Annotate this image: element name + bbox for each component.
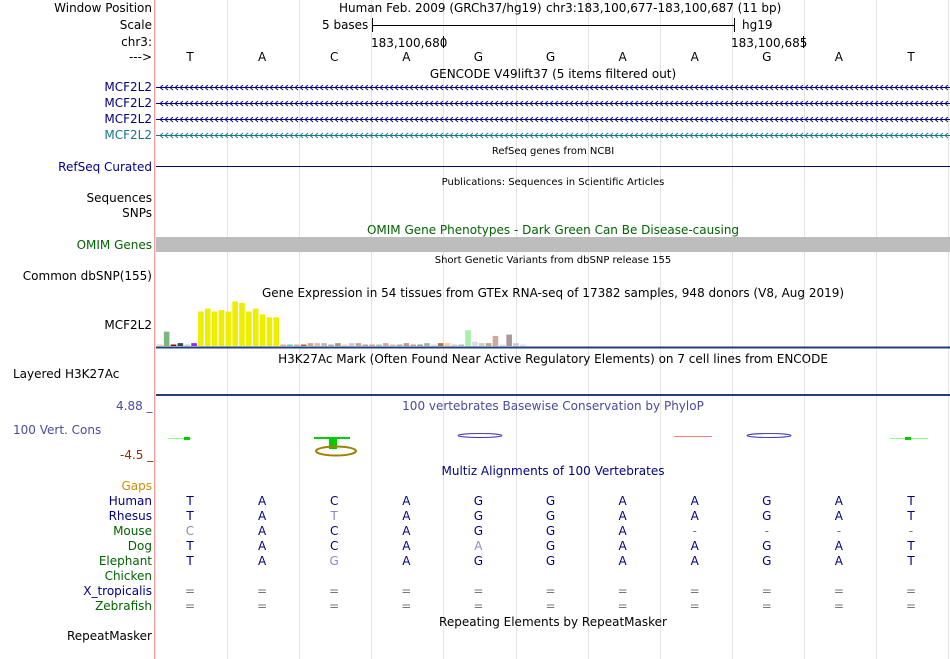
multiz-base: = bbox=[689, 584, 700, 598]
multiz-base: T bbox=[907, 539, 915, 553]
refseq-track-title[interactable]: RefSeq genes from NCBI bbox=[491, 146, 615, 157]
omim-feature-bar[interactable] bbox=[156, 237, 950, 252]
publications-track-title[interactable]: Publications: Sequences in Scientific Articles bbox=[441, 177, 665, 188]
dbsnp-label[interactable]: Common dbSNP(155) bbox=[22, 269, 152, 283]
multiz-species-label[interactable]: Chicken bbox=[104, 569, 152, 583]
base-letter: G bbox=[545, 50, 556, 64]
multiz-species-sequence bbox=[0, 539, 950, 553]
multiz-base: A bbox=[618, 509, 627, 523]
multiz-base: T bbox=[907, 509, 915, 523]
multiz-base: T bbox=[330, 509, 338, 523]
multiz-base: G bbox=[545, 554, 556, 568]
scale-bases-text: 5 bases bbox=[322, 18, 369, 32]
cons-label[interactable]: 100 Vert. Cons bbox=[13, 423, 102, 437]
multiz-base: T bbox=[907, 554, 915, 568]
multiz-base: = bbox=[257, 584, 268, 598]
multiz-base: A bbox=[402, 509, 411, 523]
multiz-base: = bbox=[761, 584, 772, 598]
gencode-item-label[interactable]: MCF2L2 bbox=[104, 112, 152, 126]
publications-sequences-label[interactable]: Sequences bbox=[86, 191, 152, 205]
multiz-species-sequence bbox=[0, 494, 950, 508]
multiz-base: A bbox=[474, 539, 483, 553]
omim-label[interactable]: OMIM Genes bbox=[76, 238, 152, 252]
multiz-base: - bbox=[764, 524, 769, 538]
multiz-base: A bbox=[257, 539, 267, 553]
multiz-base: G bbox=[473, 509, 484, 523]
multiz-base: T bbox=[186, 554, 194, 568]
multiz-species-sequence bbox=[0, 599, 950, 613]
window-position-label: Window Position bbox=[54, 1, 152, 15]
gencode-item-label[interactable]: MCF2L2 bbox=[104, 80, 152, 94]
multiz-species-label[interactable]: Rhesus bbox=[108, 509, 152, 523]
gencode-track-title[interactable]: GENCODE V49lift37 (5 items filtered out) bbox=[429, 67, 677, 81]
multiz-base: C bbox=[329, 524, 339, 538]
multiz-base: A bbox=[690, 539, 699, 553]
multiz-base: = bbox=[473, 599, 484, 613]
multiz-base: A bbox=[402, 554, 411, 568]
scale-label: Scale bbox=[119, 18, 152, 32]
multiz-species-sequence bbox=[0, 569, 950, 583]
multiz-base: C bbox=[185, 524, 195, 538]
h3k27ac-track-title[interactable]: H3K27Ac Mark (Often Found Near Active Regulatory Elements) on 7 cell lines from ENCODE bbox=[278, 352, 828, 366]
multiz-base: A bbox=[402, 494, 411, 508]
multiz-species-label[interactable]: X_tropicalis bbox=[83, 584, 152, 598]
multiz-base: G bbox=[473, 554, 484, 568]
multiz-base: - bbox=[908, 524, 914, 538]
base-letter: A bbox=[257, 50, 267, 64]
multiz-base: G bbox=[473, 494, 484, 508]
multiz-base: G bbox=[473, 524, 484, 538]
multiz-base: = bbox=[617, 584, 628, 598]
multiz-base: C bbox=[329, 539, 339, 553]
base-letter: A bbox=[402, 50, 411, 64]
multiz-base: = bbox=[473, 584, 484, 598]
strand-label: ---> bbox=[128, 50, 152, 64]
multiz-base: = bbox=[617, 599, 628, 613]
assembly-text: Human Feb. 2009 (GRCh37/hg19) bbox=[339, 1, 542, 15]
coord-left-text: 183,100,680 bbox=[371, 36, 448, 50]
multiz-base: A bbox=[402, 539, 411, 553]
base-letter: A bbox=[618, 50, 627, 64]
multiz-base: G bbox=[762, 509, 772, 523]
cons-min-label: -4.5 _ bbox=[120, 448, 154, 462]
multiz-base: A bbox=[257, 554, 267, 568]
multiz-base: = bbox=[401, 584, 412, 598]
multiz-base: A bbox=[690, 494, 699, 508]
multiz-base: T bbox=[186, 494, 194, 508]
gtex-label[interactable]: MCF2L2 bbox=[104, 318, 152, 332]
multiz-base: G bbox=[762, 494, 772, 508]
multiz-base: A bbox=[257, 509, 267, 523]
multiz-base: G bbox=[545, 509, 556, 523]
multiz-base: A bbox=[618, 554, 627, 568]
base-letter: T bbox=[186, 50, 194, 64]
multiz-base: = bbox=[184, 584, 196, 598]
refseq-label[interactable]: RefSeq Curated bbox=[58, 160, 152, 174]
multiz-base: A bbox=[402, 524, 411, 538]
gencode-item-label[interactable]: MCF2L2 bbox=[104, 96, 152, 110]
multiz-species-sequence bbox=[0, 554, 950, 568]
multiz-base: = bbox=[833, 584, 844, 598]
base-letter: A bbox=[690, 50, 699, 64]
multiz-gaps-label[interactable]: Gaps bbox=[121, 479, 152, 493]
gtex-track-title[interactable]: Gene Expression in 54 tissues from GTEx RNA-seq of 17382 samples, 948 donors (V8, Aug 2019) bbox=[261, 286, 845, 300]
multiz-base: = bbox=[257, 599, 268, 613]
multiz-base: A bbox=[618, 494, 627, 508]
multiz-species-sequence bbox=[0, 509, 950, 523]
chrom-label: chr3: bbox=[121, 35, 152, 49]
base-letter: G bbox=[762, 50, 772, 64]
multiz-species-label[interactable]: Zebrafish bbox=[95, 599, 152, 613]
multiz-base: G bbox=[545, 539, 556, 553]
repeatmasker-label[interactable]: RepeatMasker bbox=[66, 629, 152, 643]
multiz-base: A bbox=[257, 494, 267, 508]
gencode-item-label[interactable]: MCF2L2 bbox=[104, 128, 152, 142]
base-letter: A bbox=[834, 50, 843, 64]
multiz-base: = bbox=[905, 584, 917, 598]
multiz-base: A bbox=[618, 524, 627, 538]
multiz-base: A bbox=[690, 509, 699, 523]
multiz-base: G bbox=[762, 554, 772, 568]
repeatmasker-track-title[interactable]: Repeating Elements by RepeatMasker bbox=[439, 615, 667, 629]
multiz-base: A bbox=[834, 539, 843, 553]
position-text[interactable]: chr3:183,100,677-183,100,687 (11 bp) bbox=[546, 1, 782, 15]
multiz-base: A bbox=[834, 554, 843, 568]
multiz-base: = bbox=[545, 599, 556, 613]
multiz-base: = bbox=[545, 584, 556, 598]
multiz-species-sequence bbox=[0, 524, 950, 538]
multiz-base: = bbox=[689, 599, 700, 613]
base-letter: C bbox=[329, 50, 339, 64]
cons-track-title[interactable]: 100 vertebrates Basewise Conservation by PhyloP bbox=[402, 399, 704, 413]
multiz-base: T bbox=[186, 509, 194, 523]
base-sequence-row[interactable] bbox=[0, 50, 950, 64]
base-letter: T bbox=[907, 50, 915, 64]
base-letter: G bbox=[473, 50, 484, 64]
multiz-base: - bbox=[692, 524, 697, 538]
multiz-base: = bbox=[761, 599, 772, 613]
dbsnp-track-title[interactable]: Short Genetic Variants from dbSNP release 155 bbox=[434, 255, 672, 266]
multiz-base: = bbox=[401, 599, 412, 613]
multiz-base: = bbox=[833, 599, 844, 613]
multiz-track-title[interactable]: Multiz Alignments of 100 Vertebrates bbox=[441, 464, 665, 478]
multiz-species-label[interactable]: Dog bbox=[127, 539, 152, 553]
coord-right-text: 183,100,685 bbox=[731, 36, 808, 50]
multiz-species-sequence bbox=[0, 584, 950, 598]
multiz-base: A bbox=[690, 554, 699, 568]
multiz-species-label[interactable]: Elephant bbox=[98, 554, 152, 568]
multiz-base: - bbox=[836, 524, 842, 538]
multiz-species-label[interactable]: Human bbox=[108, 494, 152, 508]
multiz-base: T bbox=[186, 539, 194, 553]
multiz-base: = bbox=[184, 599, 196, 613]
multiz-base: G bbox=[545, 524, 556, 538]
multiz-base: A bbox=[618, 539, 627, 553]
multiz-base: G bbox=[329, 554, 339, 568]
multiz-base: = bbox=[329, 599, 340, 613]
publications-snps-label[interactable]: SNPs bbox=[122, 206, 152, 220]
multiz-species-label[interactable]: Mouse bbox=[113, 524, 152, 538]
scale-db-text: hg19 bbox=[742, 18, 773, 32]
multiz-base: = bbox=[905, 599, 917, 613]
multiz-base: A bbox=[257, 524, 267, 538]
multiz-base: G bbox=[545, 494, 556, 508]
multiz-base: A bbox=[834, 509, 843, 523]
multiz-base: G bbox=[762, 539, 772, 553]
multiz-base: T bbox=[907, 494, 915, 508]
multiz-base: A bbox=[834, 494, 843, 508]
multiz-base: = bbox=[329, 584, 340, 598]
cons-max-label: 4.88 _ bbox=[116, 399, 153, 413]
omim-track-title[interactable]: OMIM Gene Phenotypes - Dark Green Can Be Disease-causing bbox=[366, 223, 740, 237]
multiz-base: C bbox=[329, 494, 339, 508]
h3k27ac-label[interactable]: Layered H3K27Ac bbox=[13, 367, 120, 381]
